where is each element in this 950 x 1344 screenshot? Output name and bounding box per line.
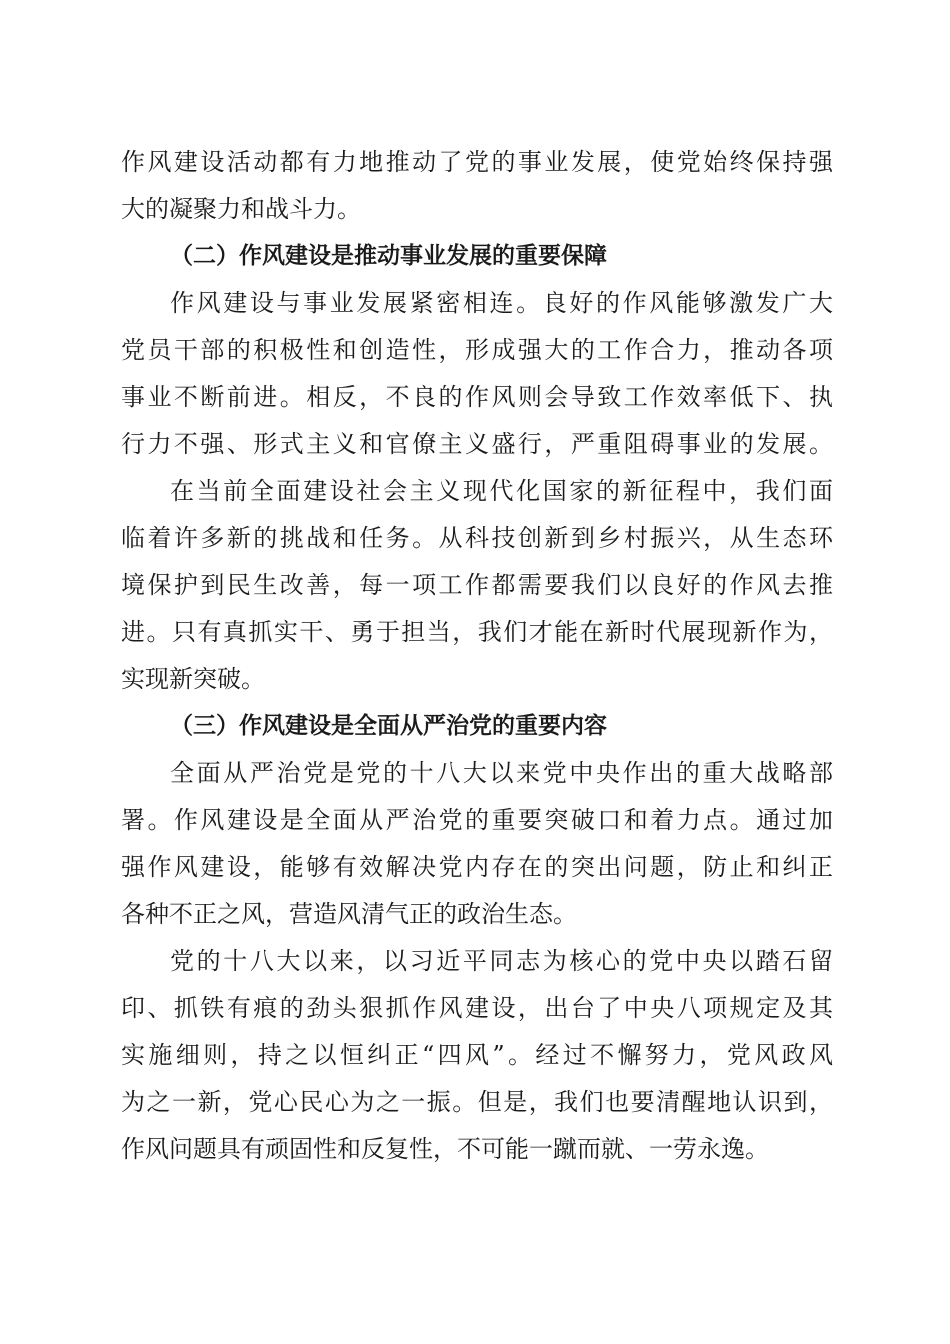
paragraph-line: 在当前全面建设社会主义现代化国家的新征程中，我们面 xyxy=(170,477,833,505)
paragraph-line: 作风建设与事业发展紧密相连。良好的作风能够激发广大 xyxy=(170,289,833,317)
paragraph-line: 行力不强、形式主义和官僚主义盛行，严重阻碍事业的发展。 xyxy=(121,430,833,458)
paragraph-line: 党员干部的积极性和创造性，形成强大的工作合力，推动各项 xyxy=(121,336,833,364)
paragraph-line: 临着许多新的挑战和任务。从科技创新到乡村振兴，从生态环 xyxy=(121,524,833,552)
paragraph-line: 印、抓铁有痕的劲头狠抓作风建设，出台了中央八项规定及其 xyxy=(121,994,833,1022)
paragraph-line: 全面从严治党是党的十八大以来党中央作出的重大战略部 xyxy=(170,759,833,787)
paragraph-line: 为之一新，党心民心为之一振。但是，我们也要清醒地认识到， xyxy=(121,1088,833,1116)
paragraph-line: 实现新突破。 xyxy=(121,665,265,693)
paragraph-line: 强作风建设，能够有效解决党内存在的突出问题，防止和纠正 xyxy=(121,853,833,881)
paragraph-line: 境保护到民生改善，每一项工作都需要我们以良好的作风去推 xyxy=(121,571,833,599)
paragraph-line: 党的十八大以来，以习近平同志为核心的党中央以踏石留 xyxy=(170,947,833,975)
paragraph-line: 实施细则，持之以恒纠正“四风”。经过不懈努力，党风政风 xyxy=(121,1041,833,1069)
paragraph-line: 进。只有真抓实干、勇于担当，我们才能在新时代展现新作为， xyxy=(121,618,833,646)
paragraph-line: 署。作风建设是全面从严治党的重要突破口和着力点。通过加 xyxy=(121,806,833,834)
section-heading: （三）作风建设是全面从严治党的重要内容 xyxy=(170,712,607,739)
section-heading: （二）作风建设是推动事业发展的重要保障 xyxy=(170,242,607,269)
paragraph-line: 各种不正之风，营造风清气正的政治生态。 xyxy=(121,900,577,928)
paragraph-line: 大的凝聚力和战斗力。 xyxy=(121,195,361,223)
paragraph-line: 作风问题具有顽固性和反复性，不可能一蹴而就、一劳永逸。 xyxy=(121,1135,769,1163)
paragraph-line: 作风建设活动都有力地推动了党的事业发展，使党始终保持强 xyxy=(121,148,833,176)
paragraph-line: 事业不断前进。相反，不良的作风则会导致工作效率低下、执 xyxy=(121,383,833,411)
